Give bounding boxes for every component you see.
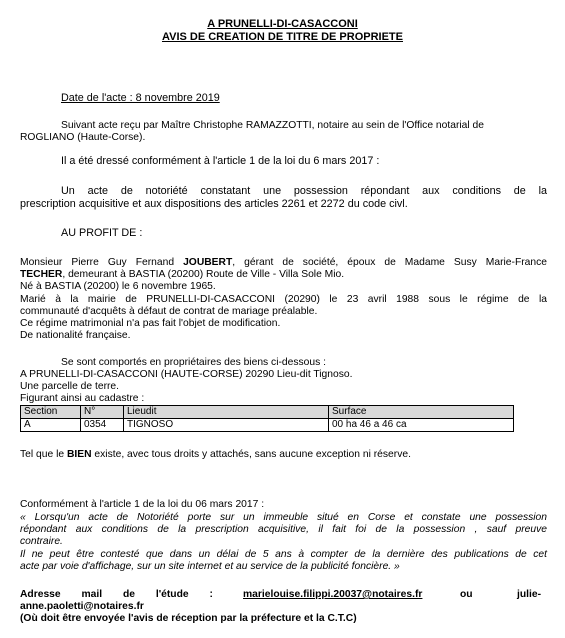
- dresse-statement: Il a été dressé conformément à l'article 1 de la loi du 6 mars 2017 :: [61, 155, 380, 167]
- table-row: [21, 419, 514, 432]
- beneficiary-marriage: Marié à la mairie de PRUNELLI-DI-CASACCONI (20290) le 23 avril 1988 sous le régime de la: [20, 294, 547, 305]
- au-profit-heading: AU PROFIT DE :: [61, 227, 143, 239]
- beneficiary-line-1: [20, 257, 547, 269]
- intro-line-1: [61, 120, 484, 132]
- email-link-primary[interactable]: marielouise.filippi.20037@notaires.fr: [243, 589, 423, 600]
- quote-line-3: contraire.: [20, 536, 63, 547]
- header-surface: Surface: [329, 406, 514, 419]
- quote-line-5: acte par voie d'affichage, sur un site internet et au service de la publicité foncière. »: [20, 561, 400, 572]
- acte-line-2: prescription acquisitive et aux dispositions des articles 2261 et 2272 du code civl.: [20, 198, 408, 210]
- email-secondary-end[interactable]: anne.paoletti@notaires.fr: [20, 601, 144, 612]
- tel-que-statement: [20, 449, 411, 461]
- intro-line-2: ROGLIANO (Haute-Corse).: [20, 132, 146, 143]
- cell-lieudit: TIGNOSO: [124, 419, 329, 432]
- spouse-surname: TECHER: [20, 269, 63, 280]
- beneficiary-birth: Né à BASTIA (20200) le 6 novembre 1965.: [20, 281, 216, 292]
- notice-type-title: AVIS DE CREATION DE TITRE DE PROPRIETE: [161, 31, 403, 43]
- beneficiary-regime-note: Ce régime matrimonial n'a pas fait l'objet de modification.: [20, 318, 281, 329]
- tel-que-text-a: Tel que le: [20, 449, 67, 460]
- cell-number: 0354: [81, 419, 124, 432]
- header-number: N°: [81, 406, 124, 419]
- beneficiary-regime: communauté d'acquêts à défaut de contrat de mariage préalable.: [20, 306, 318, 317]
- cadastre-header-row: [21, 406, 514, 419]
- email-note: (Où doit être envoyée l'avis de réception par la préfecture et la C.T.C): [20, 613, 357, 624]
- cell-surface: 00 ha 46 a 46 ca: [329, 419, 514, 432]
- notice-location-title: A PRUNELLI-DI-CASACCONI: [207, 18, 358, 30]
- quote-line-2: répondant aux conditions de la prescription acquisitive, il fait foi de la possession , sauf preuve: [20, 524, 547, 535]
- email-or: ou: [460, 589, 473, 600]
- beneficiary-line-2: [20, 269, 344, 281]
- beneficiary-surname: JOUBERT: [183, 257, 233, 268]
- tel-que-text-b: existe, avec tous droits y attachés, sans aucune exception ni réserve.: [91, 449, 411, 460]
- beneficiary-nationality: De nationalité française.: [20, 330, 131, 341]
- conforme-heading: Conformément à l'article 1 de la loi du 06 mars 2017 :: [20, 499, 265, 510]
- biens-intro: Se sont comportés en propriétaires des biens ci-dessous :: [61, 357, 326, 368]
- email-secondary-start[interactable]: julie-: [517, 589, 542, 600]
- notary-name: RAMAZZOTTI: [245, 120, 312, 131]
- cell-section: A: [21, 419, 81, 432]
- quote-line-4: Il ne peut être contesté que dans un délai de 5 ans à compter de la dernière des publications de cet: [20, 549, 547, 560]
- cadastre-label: Figurant ainsi au cadastre :: [20, 393, 145, 404]
- biens-parcel: Une parcelle de terre.: [20, 381, 120, 392]
- intro-text-b: , notaire au sein de l'Office notarial de: [311, 120, 485, 131]
- beneficiary-text-b: , gérant de société, époux de Madame Susy Marie-France: [232, 257, 547, 268]
- header-section: Section: [21, 406, 81, 419]
- act-date: Date de l'acte : 8 novembre 2019: [61, 92, 220, 104]
- cadastre-table: [20, 405, 514, 432]
- email-label-text: Adresse mail de l'étude :: [20, 589, 213, 600]
- bien-bold: BIEN: [66, 449, 92, 460]
- biens-location: A PRUNELLI-DI-CASACCONI (HAUTE-CORSE) 20290 Lieu-dit Tignoso.: [20, 369, 353, 380]
- header-lieudit: Lieudit: [124, 406, 329, 419]
- beneficiary-text-a: Monsieur Pierre Guy Fernand: [20, 257, 184, 268]
- acte-line-1: Un acte de notoriété constatant une possession répondant aux conditions de la: [61, 185, 547, 197]
- quote-line-1: « Lorsqu'un acte de Notoriété porte sur un immeuble situé en Corse et constate une possession: [20, 512, 547, 523]
- intro-text-a: Suivant acte reçu par Maître Christophe: [61, 120, 246, 131]
- beneficiary-address: , demeurant à BASTIA (20200) Route de Ville - Villa Sole Mio.: [62, 269, 345, 280]
